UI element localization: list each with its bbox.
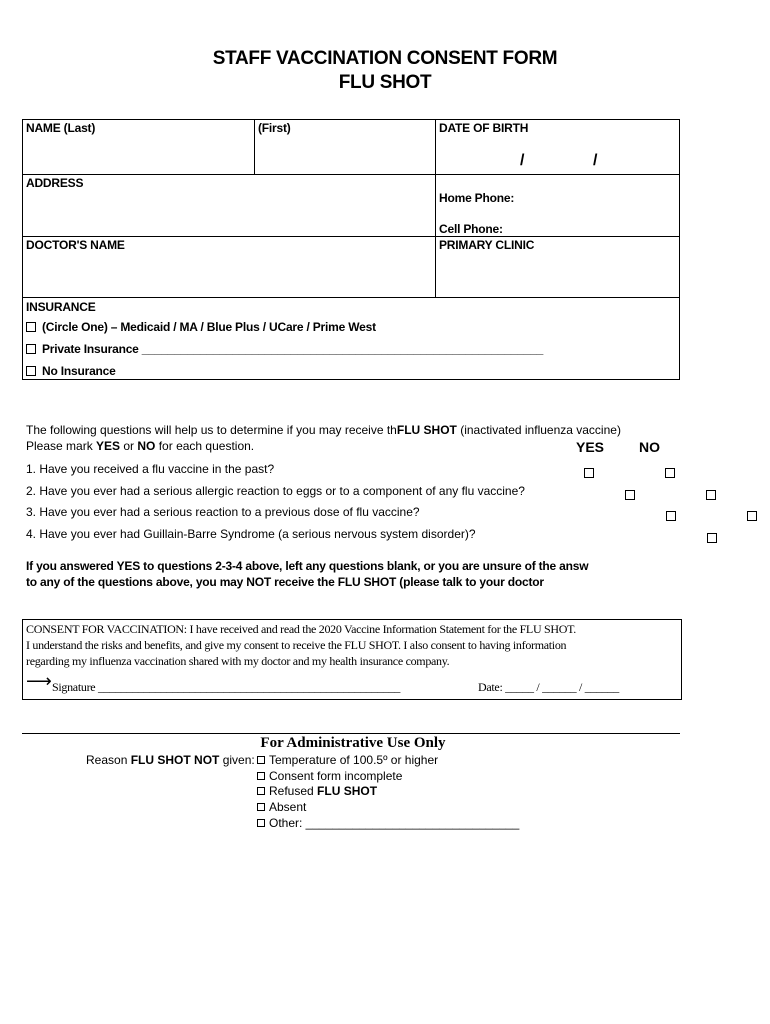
checkbox-icon[interactable] bbox=[257, 803, 265, 811]
q1-no-checkbox[interactable] bbox=[665, 468, 675, 478]
question-3: 3. Have you ever had a serious reaction to a previous dose of flu vaccine? bbox=[26, 505, 420, 519]
insurance-option-public[interactable]: (Circle One) – Medicaid / MA / Blue Plus / UCare / Prime West bbox=[26, 320, 376, 334]
questions-instructions: Please mark YES or NO for each question. bbox=[26, 439, 255, 453]
question-1: 1. Have you received a flu vaccine in the past? bbox=[26, 462, 275, 476]
dob-field[interactable] bbox=[439, 136, 675, 172]
admin-option-absent[interactable]: Absent bbox=[257, 800, 306, 814]
no-column-header: NO bbox=[639, 439, 660, 455]
checkbox-icon[interactable] bbox=[26, 322, 36, 332]
q4-yes-checkbox[interactable] bbox=[707, 533, 717, 543]
dob-slash-1: / bbox=[520, 152, 525, 169]
admin-option-other[interactable]: Other: ________________________________ bbox=[257, 816, 519, 830]
checkbox-icon[interactable] bbox=[257, 819, 265, 827]
admin-option-temperature[interactable]: Temperature of 100.5º or higher bbox=[257, 753, 438, 767]
arrow-icon: ⟶ bbox=[26, 671, 52, 691]
primary-clinic-label: PRIMARY CLINIC bbox=[439, 238, 535, 252]
dob-slash-2: / bbox=[593, 152, 598, 169]
checkbox-icon[interactable] bbox=[26, 344, 36, 354]
consent-line-1: CONSENT FOR VACCINATION: I have received and read the 2020 Vaccine Information Statement for the FLU SHOT. bbox=[26, 622, 576, 636]
checkbox-icon[interactable] bbox=[257, 772, 265, 780]
address-field[interactable] bbox=[26, 191, 432, 233]
home-phone-label: Home Phone: bbox=[439, 191, 515, 205]
question-4: 4. Have you ever had Guillain-Barre Syndrome (a serious nervous system disorder)? bbox=[26, 527, 476, 541]
questions-intro: The following questions will help us to determine if you may receive thFLU SHOT (inactivated influenza vaccine) bbox=[26, 423, 621, 437]
checkbox-icon[interactable] bbox=[257, 787, 265, 795]
signature-field[interactable]: Signature _____________________________________________________ bbox=[52, 680, 401, 694]
q2-yes-checkbox[interactable] bbox=[625, 490, 635, 500]
q1-yes-checkbox[interactable] bbox=[584, 468, 594, 478]
page-subtitle: FLU SHOT bbox=[338, 72, 432, 93]
consent-line-2: I understand the risks and benefits, and give my consent to receive the FLU SHOT. I also consent to having information bbox=[26, 638, 567, 652]
q3-yes-checkbox[interactable] bbox=[666, 511, 676, 521]
warning-line-1: If you answered YES to questions 2-3-4 above, left any questions blank, or you are unsure of the answ bbox=[26, 559, 589, 573]
page-title: STAFF VACCINATION CONSENT FORM bbox=[212, 48, 558, 69]
checkbox-icon[interactable] bbox=[257, 756, 265, 764]
admin-option-refused[interactable]: Refused FLU SHOT bbox=[257, 784, 377, 798]
cell-phone-label: Cell Phone: bbox=[439, 222, 503, 236]
admin-title: For Administrative Use Only bbox=[260, 735, 446, 751]
question-2: 2. Have you ever had a serious allergic reaction to eggs or to a component of any flu vaccine? bbox=[26, 484, 525, 498]
warning-line-2: to any of the questions above, you may NOT receive the FLU SHOT (please talk to your doctor bbox=[26, 575, 544, 589]
address-label: ADDRESS bbox=[26, 176, 84, 190]
admin-option-incomplete[interactable]: Consent form incomplete bbox=[257, 769, 402, 783]
name-last-field[interactable] bbox=[26, 136, 252, 172]
yes-column-header: YES bbox=[576, 439, 605, 455]
insurance-label: INSURANCE bbox=[26, 300, 96, 314]
doctor-name-label: DOCTOR'S NAME bbox=[26, 238, 125, 252]
consent-line-3: regarding my influenza vaccination shared with my doctor and my health insurance company. bbox=[26, 654, 450, 668]
primary-clinic-field[interactable] bbox=[439, 253, 675, 293]
doctor-name-field[interactable] bbox=[26, 253, 432, 293]
dob-label: DATE OF BIRTH bbox=[439, 121, 529, 135]
checkbox-icon[interactable] bbox=[26, 366, 36, 376]
q3-no-checkbox[interactable] bbox=[747, 511, 757, 521]
insurance-option-none[interactable]: No Insurance bbox=[26, 364, 116, 378]
q2-no-checkbox[interactable] bbox=[706, 490, 716, 500]
first-name-field[interactable] bbox=[258, 136, 432, 172]
date-field[interactable]: Date: _____ / ______ / ______ bbox=[478, 680, 619, 694]
first-name-label: (First) bbox=[258, 121, 291, 135]
insurance-option-private[interactable]: Private Insurance ______________________________________________________________ bbox=[26, 342, 543, 356]
admin-reason-label: Reason FLU SHOT NOT given: bbox=[86, 753, 255, 767]
name-last-label: NAME (Last) bbox=[26, 121, 96, 135]
